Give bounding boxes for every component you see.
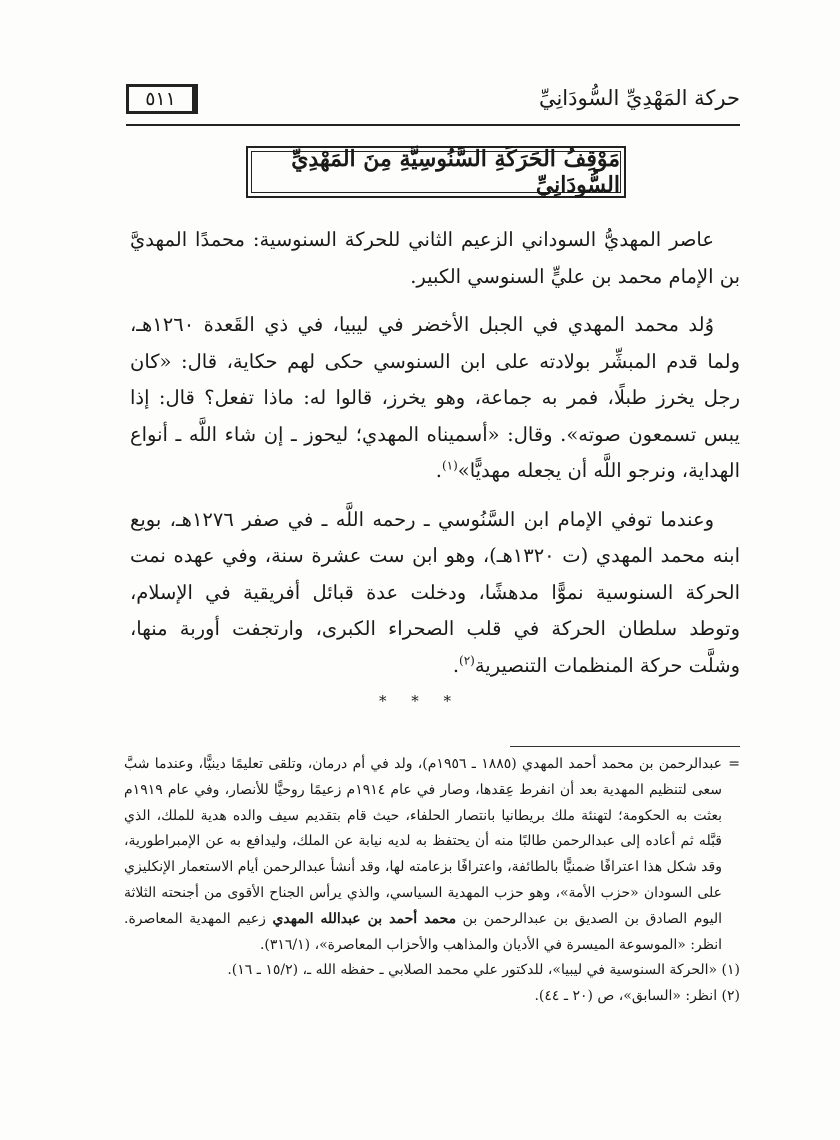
section-ornament: * * *	[378, 692, 462, 710]
paragraph-3-end: .	[452, 653, 460, 677]
body-text	[130, 222, 740, 696]
continuation-bold-name: محمد أحمد بن عبدالله المهدي	[272, 910, 457, 927]
continuation-text-a: عبدالرحمن بن محمد أحمد المهدي (١٨٨٥ ـ ١٩٥٦م)، ولد في أم درمان، وتلقى تعليمًا دينيًّا، وعندما شبَّ سعى لتنظيم المهدية بعد أن انفرط عِقدها، وصار في عام ١٩١٤م زعيمًا روحيًّا للأنصار، وفي عام ١٩١٩م بعثت به الحكومة؛ لتهنئة ملك بريطانيا بانتصار الحلفاء، حيث قام بتقديم سيف والده هدية للملك، الذي قبَّله ثم أعاده إلى عبدالرحمن طالبًا منه أن يحتفظ به لديه نيابة عن الملك، وليدافع به عن الإمبراطورية، وقد شكل هذا اعترافًا ضمنيًّا بالطائفة، واعترافًا بزعامته لها، وقد أنشأ عبدالرحمن أيام الاستعمار الإنكليزي على السودان «حزب الأمة»، وهو حزب المهدية السياسي، والذي يرأس الجناح الأقوى من أجنحته الثلاثة اليوم الصادق بن الصديق بن عبدالرحمن بن	[124, 756, 723, 927]
paragraph-3	[130, 502, 740, 685]
chapter-title: مَوْقِفُ الحَرَكَةِ السَّنُوسِيَّةِ مِنَ المَهْدِيِّ السُّودَانِيِّ	[251, 151, 621, 193]
footnote-ref-2[interactable]: (٢)	[459, 653, 475, 667]
chapter-title-frame	[246, 146, 626, 198]
footnote-1: (١) «الحركة السنوسية في ليبيا»، للدكتور علي محمد الصلابي ـ حفظه الله ـ، (١٥/٢ ـ ١٦).	[227, 962, 740, 979]
paragraph-1: عاصر المهديُّ السوداني الزعيم الثاني للحركة السنوسية: محمدًا المهديَّ بن الإمام محمد بن عليٍّ السنوسي الكبير.	[130, 228, 740, 288]
continuation-marker: =	[728, 756, 740, 772]
paragraph-2-end: .	[435, 459, 442, 482]
footnotes	[124, 752, 740, 1010]
running-title: حركة المَهْدِيِّ السُّودَانِيِّ	[538, 86, 740, 110]
page-number: ٥١١	[126, 84, 198, 114]
footnote-2: (٢) انظر: «السابق»، ص (٢٠ ـ ٤٤).	[534, 988, 740, 1005]
footnote-continuation	[124, 752, 740, 958]
paragraph-2	[130, 307, 740, 490]
continuation-text-b: زعيم المهدية المعاصرة. انظر: «الموسوعة الميسرة في الأديان والمذاهب والأحزاب المعاصرة»، (٣١٦/١).	[124, 910, 722, 953]
header-rule	[126, 124, 740, 126]
footnote-ref-1[interactable]: (١)	[441, 458, 458, 473]
paragraph-2-text: وُلد محمد المهدي في الجبل الأخضر في ليبيا، في ذي القَعدة ١٢٦٠هـ، ولما قدم المبشِّر بولادته على ابن السنوسي حكى لهم حكاية، قال: «كان رجل يخرز طبلًا، فمر به جماعة، وهو يخرز، قالوا له: ماذا تفعل؟ قال: إذا يبس تسمعون صوته». وقال: «أسميناه المهدي؛ ليحوز ـ إن شاء اللَّه ـ أنواع الهداية، ونرجو اللَّه أن يجعله مهديًّا»	[130, 313, 740, 482]
paragraph-3-text: وعندما توفي الإمام ابن السَّنُوسي ـ رحمه اللَّه ـ في صفر ١٢٧٦هـ، بويع ابنه محمد المهدي (ت ١٣٢٠هـ)، وهو ابن ست عشرة سنة، وفي عهده نمت الحركة السنوسية نموًّا مدهشًا، ودخلت عدة قبائل أفريقية في الإسلام، وتوطد سلطان الحركة في قلب الصحراء الكبرى، وارتجفت أوربة منها، وشلَّت حركة المنظمات التنصيرية	[130, 507, 740, 677]
footnote-rule	[510, 746, 740, 747]
